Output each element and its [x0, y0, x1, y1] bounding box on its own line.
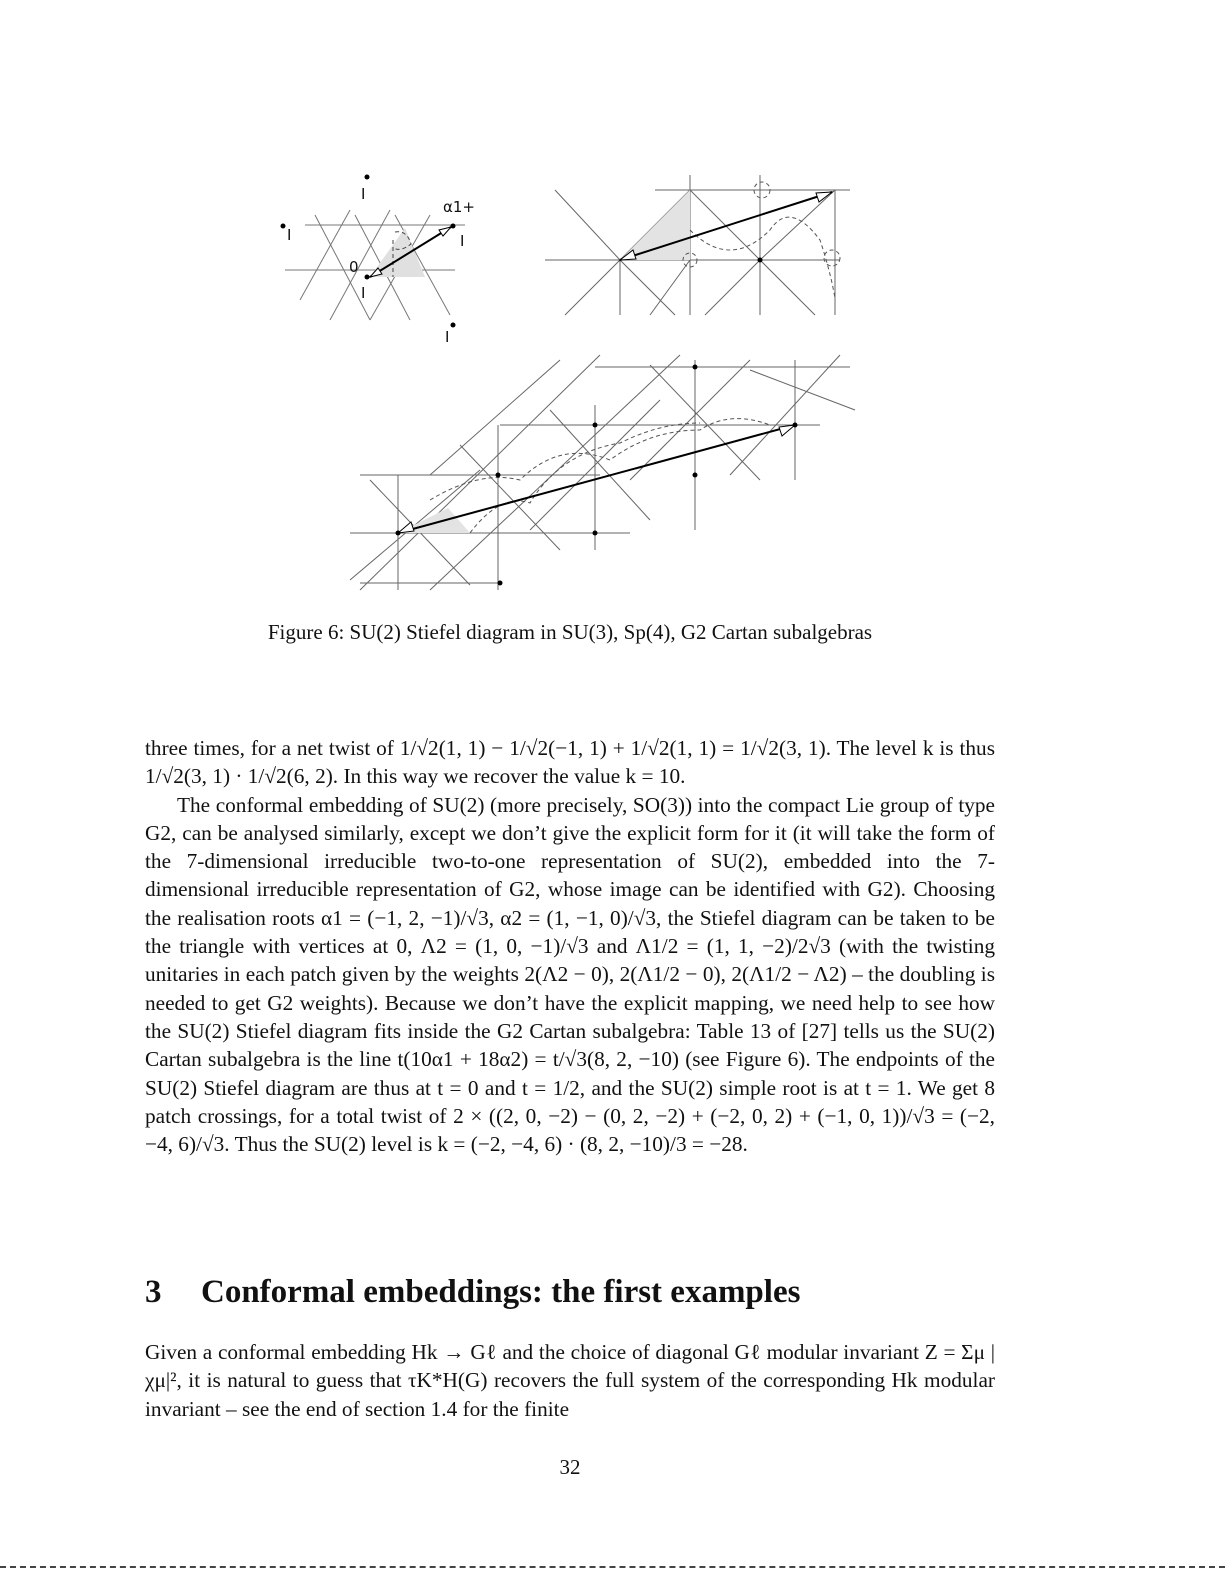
point-label: I — [361, 185, 366, 203]
page-number: 32 — [559, 1455, 581, 1479]
paragraph: The conformal embedding of SU(2) (more precisely, SO(3)) into the compact Lie group of type G2, can be analysed similarly, except we don’t give the explicit form for it (it will take the form of the 7-dimensional irreducible two-to-one representation of SU(2), embedded into the 7-dimensional irreducible representation of G2, whose image can be identified with G2). Choosing the realisation roots α1 = (−1, 2, −1)/√3, α2 = (1, −1, 0)/√3, the Stiefel diagram can be taken to be the triangle with vertices at 0, Λ2 = (1, 0, −1)/√3 and Λ1/2 = (1, 1, −2)/2√3 (with the twisting unitaries in each patch given by the weights 2(Λ2 − 0), 2(Λ1/2 − 0), 2(Λ1/2 − Λ2) – the doubling is needed to get G2 weights). Because we don’t have the explicit mapping, we need help to see how the SU(2) Stiefel diagram fits inside the G2 Cartan subalgebra: Table 13 of [27] tells us the SU(2) Cartan subalgebra is the line t(10α1 + 18α2) = t/√3(8, 2, −10) (see Figure 6). The endpoints of the SU(2) Stiefel diagram are thus at t = 0 and t = 1/2, and the SU(2) simple root is at t = 1. We get 8 patch crossings, for a total twist of 2 × ((2, 0, −2) − (0, 2, −2) + (−2, 0, 2) + (−1, 0, 1))/√3 = (−2, −4, 6)/√3. Thus the SU(2) level is k = (−2, −4, 6) · (8, 2, −10)/3 = −28. — [145, 792, 995, 1157]
section-title: Conformal embeddings: the first examples — [201, 1274, 801, 1310]
page-bottom-rule — [0, 1566, 1225, 1568]
figure-g2-stiefel — [330, 350, 860, 595]
root-label: α1+ — [443, 198, 475, 216]
point-label: I — [287, 226, 292, 244]
point-label: I — [460, 232, 465, 250]
point-label: I — [361, 284, 366, 302]
figure-sp4-stiefel — [540, 170, 860, 320]
figure-su3-stiefel — [275, 170, 490, 350]
paragraph: three times, for a net twist of 1/√2(1, 1) − 1/√2(−1, 1) + 1/√2(1, 1) = 1/√2(3, 1). The level k is thus 1/√2(3, 1) · 1/√2(6, 2). In this way we recover the value k = 10. — [145, 736, 995, 789]
section-text — [145, 1338, 995, 1423]
point-label: I — [445, 328, 450, 346]
origin-label: 0 — [349, 258, 359, 276]
figure-caption: Figure 6: SU(2) Stiefel diagram in SU(3), Sp(4), G2 Cartan subalgebras — [267, 620, 873, 644]
section-number: 3 — [145, 1274, 162, 1310]
section-heading — [145, 1274, 800, 1311]
paragraph: Given a conformal embedding Hk → Gℓ and the choice of diagonal Gℓ modular invariant Z = Σμ |χμ|², it is natural to guess that τK*H(G) recovers the full system of the corresponding Hk modular invariant – see the end of section 1.4 for the finite — [145, 1340, 995, 1421]
body-text — [145, 734, 995, 1158]
